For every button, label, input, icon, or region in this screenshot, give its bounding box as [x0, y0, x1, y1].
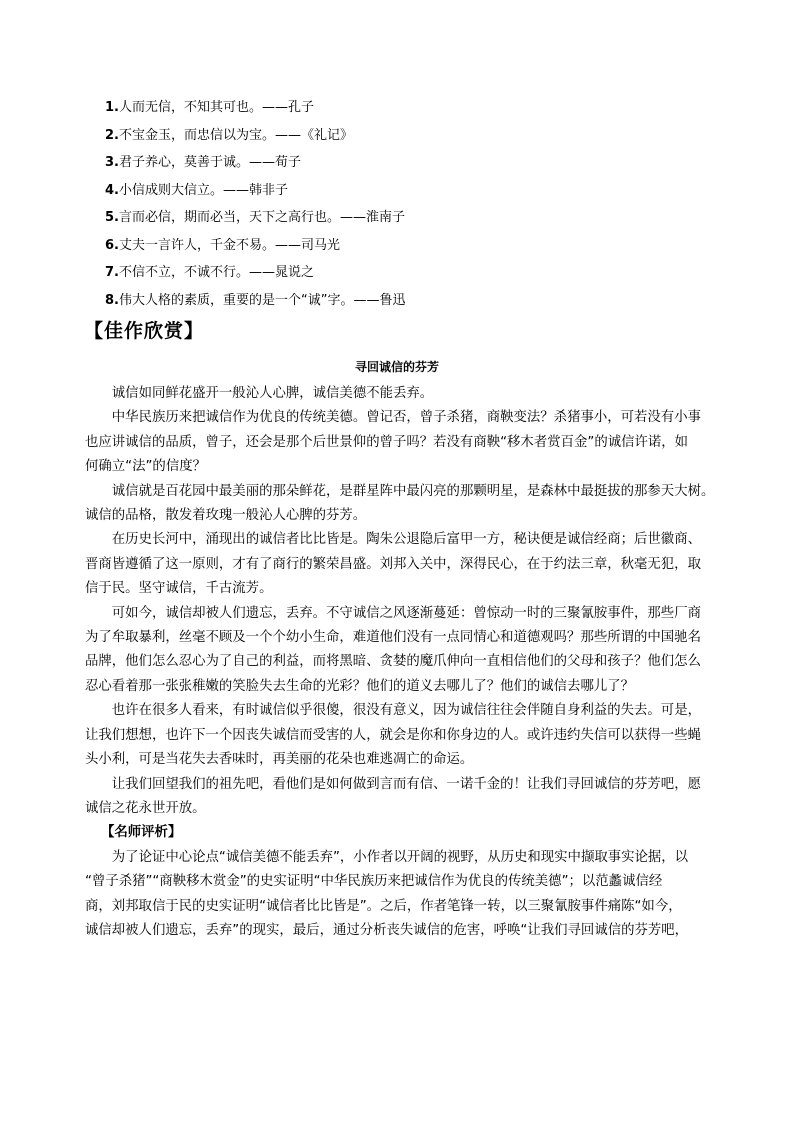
paragraph-line: 诚信的品格，散发着玫瑰一般沁人心脾的芬芳。: [85, 508, 367, 524]
quote-item: [105, 259, 705, 287]
paragraph-line: 信于民。坚守诚信，千古流芳。: [85, 581, 273, 597]
paragraph-line: 让我们回望我们的祖先吧，看他们是如何做到言而有信、一诺千金的！让我们寻回诚信的芬芳吧，愿: [111, 776, 701, 792]
quote-list: [105, 94, 705, 314]
quote-item: [105, 149, 705, 177]
quote-item: [105, 287, 705, 315]
paragraph-line: 为了论证中心论点“诚信美德不能丢弃”，小作者以开阔的视野，从历史和现实中撷取事实论据，以: [111, 849, 689, 865]
paragraph-line: 头小利，可是当花失去香味时，再美丽的花朵也难逃凋亡的命运。: [85, 752, 474, 768]
quote-item: [105, 122, 705, 150]
quote-text: 伟大人格的素质，重要的是一个“诚”字。——鲁迅: [118, 292, 406, 308]
essay-paragraph: [85, 528, 709, 601]
essay-paragraph: [85, 773, 709, 822]
quote-number: 3.: [105, 155, 119, 170]
quote-text: 不信不立，不诚不行。——晁说之: [118, 265, 314, 280]
section-heading: 【佳作欣赏】: [84, 320, 205, 342]
quote-number: 8.: [105, 292, 119, 308]
essay-paragraph: [85, 406, 709, 479]
essay-paragraph: [85, 480, 715, 529]
paragraph-line: 也许在很多人看来，有时诚信似乎很傻，很没有意义，因为诚信往往会伴随自身利益的失去。可是，: [111, 703, 701, 719]
paragraph-line: 品牌，他们怎么忍心为了自己的利益，而将黑暗、贪婪的魔爪伸向一直相信他们的父母和孩子？他们怎么: [85, 654, 701, 670]
quote-text: 小信成则大信立。——韩非子: [118, 182, 288, 198]
paragraph-line: 何确立“法”的信度？: [85, 459, 206, 475]
quote-text: 言而必信，期而必当，天下之高行也。——淮南子: [118, 210, 405, 225]
quote-text: 不宝金玉，而忠信以为宝。——《礼记》: [118, 127, 353, 143]
quote-text: 丈夫一言许人，千金不易。——司马光: [118, 237, 340, 253]
paragraph-line: 也应讲诚信的品质，曾子，还会是那个后世景仰的曾子吗？若没有商鞅“移木者赏百金”的诚信许诺，如: [85, 434, 689, 450]
paragraph-line: 在历史长河中，涌现出的诚信者比比皆是。陶朱公退隐后富甲一方，秘诀便是诚信经商；后世徽商、: [111, 532, 701, 548]
paragraph-line: 可如今，诚信却被人们遗忘，丢弃。不守诚信之风逐渐蔓延：曾惊动一时的三聚氰胺事件，那些厂商: [111, 605, 701, 621]
essay-paragraph: [85, 382, 709, 406]
essay-title: 寻回诚信的芬芳: [354, 360, 439, 374]
quote-number: 7.: [105, 265, 119, 280]
paragraph-line: 诚信之花永世开放。: [85, 800, 206, 816]
quote-text: 君子养心，莫善于诚。——荀子: [118, 155, 301, 170]
analysis-paragraph: [85, 846, 709, 944]
quote-number: 2.: [105, 127, 119, 143]
paragraph-line: 让我们想想，也许下一个因丧失诚信而受害的人，就会是你和你身边的人。或许违约失信可以获得一些蝇: [85, 727, 701, 743]
essay-body: [85, 382, 715, 943]
paragraph-line: 忍心看着那一张张稚嫩的笑脸失去生命的光彩？他们的道义去哪儿了？他们的诚信去哪儿了？: [85, 678, 635, 694]
analysis-heading: 【名师评析】: [101, 825, 182, 841]
quote-number: 5.: [105, 210, 119, 225]
paragraph-line: 为了牟取暴利，丝毫不顾及一个个幼小生命，难道他们没有一点同情心和道德观吗？那些所谓的中国驰名: [85, 630, 701, 646]
quote-item: [105, 204, 705, 232]
paragraph-line: 中华民族历来把诚信作为优良的传统美德。曾记否，曾子杀猪，商鞅变法？杀猪事小，可若没有小事: [111, 410, 701, 426]
paragraph-line: 诚信却被人们遗忘，丢弃”的现实，最后，通过分析丧失诚信的危害，呼唤“让我们寻回诚信的芬芳吧，: [85, 922, 689, 938]
paragraph-line: 诚信如同鲜花盛开一般沁人心脾，诚信美德不能丢弃。: [111, 386, 434, 401]
quote-item: [105, 232, 705, 260]
quote-item: [105, 177, 705, 205]
quote-number: 1.: [105, 100, 119, 115]
essay-paragraph: [85, 699, 709, 772]
quote-text: 人而无信，不知其可也。——孔子: [118, 100, 314, 115]
paragraph-line: “曾子杀猪”“商鞅移木赏金”的史实证明“中华民族历来把诚信作为优良的传统美德”；以范蠡诚信经: [85, 874, 663, 890]
essay-paragraph: [85, 602, 709, 700]
paragraph-line: 诚信就是百花园中最美丽的那朵鲜花，是群星阵中最闪亮的那颗明星，是森林中最挺拔的那参天大树。: [111, 483, 715, 499]
quote-number: 6.: [105, 237, 119, 253]
paragraph-line: 商，刘邦取信于民的史实证明“诚信者比比皆是”。之后，作者笔锋一转，以三聚氰胺事件痛陈“如今，: [85, 898, 682, 914]
quote-item: [105, 94, 705, 122]
quote-number: 4.: [105, 182, 119, 198]
paragraph-line: 晋商皆遵循了这一原则，才有了商行的繁荣昌盛。刘邦入关中，深得民心，在于约法三章，秋毫无犯，取: [85, 556, 701, 572]
